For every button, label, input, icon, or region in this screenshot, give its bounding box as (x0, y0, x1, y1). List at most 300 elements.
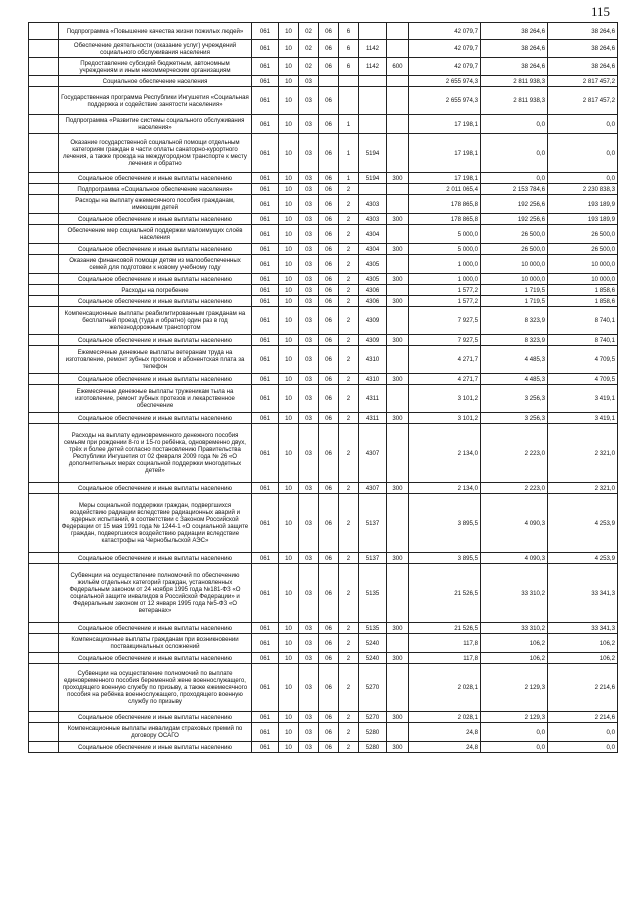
row-subprogram: 2 (339, 195, 359, 214)
row-expense-type: 300 (387, 244, 409, 255)
row-subprogram: 2 (339, 244, 359, 255)
row-subprogram: 1 (339, 115, 359, 134)
table-row (29, 87, 618, 115)
row-article: 4306 (359, 285, 387, 296)
table-row (29, 653, 618, 664)
row-sum-year1: 21 526,5 (409, 623, 481, 634)
row-sum-year2: 2 153 784,6 (481, 184, 548, 195)
row-article: 4310 (359, 346, 387, 374)
row-grbs: 061 (252, 195, 279, 214)
row-name: Социальное обеспечение и иные выплаты населению (59, 374, 252, 385)
row-podrazdel: 03 (299, 385, 319, 413)
row-blank-cell (29, 564, 59, 623)
row-sum-year3: 106,2 (548, 634, 618, 653)
table-row (29, 723, 618, 742)
row-grbs: 061 (252, 723, 279, 742)
row-sum-year2: 33 310,2 (481, 564, 548, 623)
row-razdel: 10 (279, 58, 299, 76)
row-razdel: 10 (279, 335, 299, 346)
row-article: 4309 (359, 335, 387, 346)
row-razdel: 10 (279, 424, 299, 483)
row-sum-year3: 8 740,1 (548, 307, 618, 335)
row-sum-year1: 2 655 974,3 (409, 76, 481, 87)
row-sum-year2: 0,0 (481, 134, 548, 173)
row-expense-type (387, 225, 409, 244)
row-sum-year1: 24,8 (409, 742, 481, 753)
row-blank-cell (29, 274, 59, 285)
row-sum-year3: 33 341,3 (548, 623, 618, 634)
row-razdel: 10 (279, 23, 299, 40)
row-program: 06 (319, 214, 339, 225)
row-expense-type (387, 87, 409, 115)
row-article: 5280 (359, 723, 387, 742)
row-expense-type (387, 664, 409, 712)
row-razdel: 10 (279, 173, 299, 184)
row-blank-cell (29, 134, 59, 173)
row-sum-year3: 2 214,6 (548, 712, 618, 723)
row-grbs: 061 (252, 483, 279, 494)
row-razdel: 10 (279, 413, 299, 424)
row-article: 1142 (359, 40, 387, 58)
row-article: 5194 (359, 173, 387, 184)
row-razdel: 10 (279, 483, 299, 494)
row-podrazdel: 03 (299, 742, 319, 753)
row-podrazdel: 03 (299, 195, 319, 214)
table-row (29, 424, 618, 483)
table-row (29, 712, 618, 723)
row-name: Социальное обеспечение и иные выплаты населению (59, 653, 252, 664)
row-subprogram: 2 (339, 712, 359, 723)
row-grbs: 061 (252, 285, 279, 296)
row-program: 06 (319, 296, 339, 307)
row-blank-cell (29, 723, 59, 742)
page-number: 115 (590, 4, 610, 19)
row-program: 06 (319, 274, 339, 285)
row-razdel: 10 (279, 76, 299, 87)
table-row (29, 184, 618, 195)
row-sum-year1: 3 101,2 (409, 413, 481, 424)
row-program: 06 (319, 307, 339, 335)
row-subprogram: 6 (339, 40, 359, 58)
row-article: 4305 (359, 274, 387, 285)
row-subprogram: 2 (339, 723, 359, 742)
row-name: Расходы на выплату ежемесячного пособия гражданам, имеющим детей (59, 195, 252, 214)
row-article: 5135 (359, 623, 387, 634)
row-program: 06 (319, 244, 339, 255)
row-program: 06 (319, 494, 339, 553)
row-grbs: 061 (252, 40, 279, 58)
row-sum-year3: 4 253,9 (548, 494, 618, 553)
row-podrazdel: 03 (299, 335, 319, 346)
row-name: Социальное обеспечение и иные выплаты населению (59, 413, 252, 424)
row-grbs: 061 (252, 494, 279, 553)
row-article: 4311 (359, 413, 387, 424)
row-sum-year1: 42 079,7 (409, 23, 481, 40)
row-grbs: 061 (252, 115, 279, 134)
row-podrazdel: 03 (299, 87, 319, 115)
row-blank-cell (29, 346, 59, 374)
row-sum-year2: 2 223,0 (481, 424, 548, 483)
row-grbs: 061 (252, 184, 279, 195)
row-podrazdel: 03 (299, 634, 319, 653)
row-sum-year2: 1 719,5 (481, 296, 548, 307)
row-sum-year2: 2 811 938,3 (481, 87, 548, 115)
row-name: Расходы на выплату единовременного денежного пособия семьям при рождении 8-го и 15-го ребёнка, одновременно двух, трёх и более детей согласно постановлению Правительства Республики Ингушетия от 02 февраля 2009 года № 26 «О дополнительных мерах социальной поддержки многодетных детей» (59, 424, 252, 483)
row-article: 4307 (359, 424, 387, 483)
row-program: 06 (319, 413, 339, 424)
table-row (29, 23, 618, 40)
row-program: 06 (319, 653, 339, 664)
row-expense-type (387, 255, 409, 274)
row-grbs: 061 (252, 58, 279, 76)
row-expense-type (387, 115, 409, 134)
row-sum-year3: 0,0 (548, 742, 618, 753)
row-program: 06 (319, 195, 339, 214)
row-razdel: 10 (279, 40, 299, 58)
row-program: 06 (319, 742, 339, 753)
row-podrazdel: 03 (299, 623, 319, 634)
row-sum-year1: 178 865,8 (409, 214, 481, 225)
row-sum-year3: 2 321,0 (548, 483, 618, 494)
row-name: Социальное обеспечение и иные выплаты населению (59, 742, 252, 753)
row-sum-year2: 0,0 (481, 173, 548, 184)
row-subprogram: 2 (339, 184, 359, 195)
row-sum-year2: 4 485,3 (481, 374, 548, 385)
row-razdel: 10 (279, 553, 299, 564)
row-program: 06 (319, 346, 339, 374)
row-subprogram (339, 87, 359, 115)
row-sum-year2: 0,0 (481, 115, 548, 134)
table-row (29, 634, 618, 653)
row-grbs: 061 (252, 385, 279, 413)
row-name: Оказание финансовой помощи детям из малообеспеченных семей для подготовки к новому учебному году (59, 255, 252, 274)
row-blank-cell (29, 307, 59, 335)
row-sum-year1: 21 526,5 (409, 564, 481, 623)
row-expense-type: 300 (387, 296, 409, 307)
row-program: 06 (319, 225, 339, 244)
row-razdel: 10 (279, 374, 299, 385)
row-article: 5194 (359, 134, 387, 173)
row-razdel: 10 (279, 664, 299, 712)
table-row (29, 285, 618, 296)
table-row (29, 346, 618, 374)
row-podrazdel: 03 (299, 307, 319, 335)
table-row (29, 483, 618, 494)
row-razdel: 10 (279, 742, 299, 753)
row-sum-year1: 2 028,1 (409, 664, 481, 712)
row-podrazdel: 03 (299, 76, 319, 87)
row-subprogram: 2 (339, 553, 359, 564)
row-sum-year2: 26 500,0 (481, 244, 548, 255)
row-sum-year2: 8 323,9 (481, 335, 548, 346)
table-row (29, 307, 618, 335)
row-sum-year1: 4 271,7 (409, 374, 481, 385)
row-sum-year2: 26 500,0 (481, 225, 548, 244)
row-subprogram: 1 (339, 134, 359, 173)
row-subprogram: 2 (339, 413, 359, 424)
row-podrazdel: 03 (299, 173, 319, 184)
row-subprogram: 2 (339, 335, 359, 346)
row-name: Социальное обеспечение населения (59, 76, 252, 87)
row-name: Субвенции на осуществление полномочий по обеспечению жильём отдельных категорий граждан, установленных Федеральным законом от 24 ноября 1995 года №181-ФЗ «О социальной защите инвалидов в Российской Федерации» и Федеральным законом от 12 января 1995 года №5-ФЗ «О ветеранах» (59, 564, 252, 623)
row-podrazdel: 03 (299, 255, 319, 274)
row-grbs: 061 (252, 653, 279, 664)
table-row (29, 623, 618, 634)
row-name: Социальное обеспечение и иные выплаты населению (59, 553, 252, 564)
row-name: Социальное обеспечение и иные выплаты населению (59, 173, 252, 184)
row-blank-cell (29, 214, 59, 225)
row-grbs: 061 (252, 173, 279, 184)
row-blank-cell (29, 76, 59, 87)
row-article: 4303 (359, 214, 387, 225)
row-razdel: 10 (279, 346, 299, 374)
row-grbs: 061 (252, 634, 279, 653)
row-name: Оказание государственной социальной помощи отдельным категориям граждан в части оплаты санаторно-курортного лечения, а также проезда на междугородном транспорте к месту лечения и обратно (59, 134, 252, 173)
row-sum-year2: 106,2 (481, 653, 548, 664)
table-row (29, 274, 618, 285)
row-program (319, 76, 339, 87)
row-sum-year3: 2 230 838,3 (548, 184, 618, 195)
row-grbs: 061 (252, 553, 279, 564)
row-article: 5135 (359, 564, 387, 623)
row-podrazdel: 03 (299, 184, 319, 195)
row-razdel: 10 (279, 225, 299, 244)
row-sum-year3: 1 858,6 (548, 285, 618, 296)
table-row (29, 385, 618, 413)
row-podrazdel: 03 (299, 653, 319, 664)
row-podrazdel: 03 (299, 225, 319, 244)
row-sum-year1: 17 198,1 (409, 173, 481, 184)
table-row (29, 664, 618, 712)
table-row (29, 134, 618, 173)
row-expense-type: 300 (387, 214, 409, 225)
row-grbs: 061 (252, 296, 279, 307)
row-name: Компенсационные выплаты инвалидам страховых премий по договору ОСАГО (59, 723, 252, 742)
row-blank-cell (29, 244, 59, 255)
row-expense-type: 300 (387, 413, 409, 424)
row-program: 06 (319, 23, 339, 40)
row-podrazdel: 03 (299, 134, 319, 173)
row-sum-year1: 3 895,5 (409, 553, 481, 564)
row-expense-type: 300 (387, 274, 409, 285)
row-podrazdel: 03 (299, 553, 319, 564)
row-podrazdel: 03 (299, 374, 319, 385)
row-sum-year3: 38 264,6 (548, 23, 618, 40)
row-program: 06 (319, 40, 339, 58)
row-article: 4305 (359, 255, 387, 274)
row-razdel: 10 (279, 274, 299, 285)
row-expense-type (387, 285, 409, 296)
row-name: Социальное обеспечение и иные выплаты населению (59, 712, 252, 723)
row-name: Обеспечение мер социальной поддержки малоимущих слоёв населения (59, 225, 252, 244)
table-row (29, 173, 618, 184)
row-article: 4306 (359, 296, 387, 307)
row-sum-year1: 1 577,2 (409, 285, 481, 296)
row-article (359, 76, 387, 87)
row-expense-type: 600 (387, 58, 409, 76)
row-program: 06 (319, 87, 339, 115)
row-sum-year2: 3 256,3 (481, 413, 548, 424)
budget-table (28, 22, 618, 753)
row-podrazdel: 03 (299, 413, 319, 424)
row-subprogram: 2 (339, 285, 359, 296)
row-expense-type: 300 (387, 374, 409, 385)
row-program: 06 (319, 553, 339, 564)
table-body (29, 23, 618, 753)
row-blank-cell (29, 494, 59, 553)
row-grbs: 061 (252, 712, 279, 723)
row-program: 06 (319, 385, 339, 413)
table-row (29, 296, 618, 307)
row-sum-year2: 10 000,0 (481, 274, 548, 285)
row-article: 4303 (359, 195, 387, 214)
row-expense-type (387, 76, 409, 87)
row-razdel: 10 (279, 134, 299, 173)
row-blank-cell (29, 483, 59, 494)
row-razdel: 10 (279, 634, 299, 653)
row-subprogram (339, 76, 359, 87)
row-grbs: 061 (252, 76, 279, 87)
row-blank-cell (29, 653, 59, 664)
row-expense-type (387, 307, 409, 335)
row-article: 4307 (359, 483, 387, 494)
row-name: Ежемесячные денежные выплаты ветеранам труда на изготовление, ремонт зубных протезов и абонентская плата за телефон (59, 346, 252, 374)
row-article (359, 23, 387, 40)
row-subprogram: 2 (339, 307, 359, 335)
row-sum-year1: 2 028,1 (409, 712, 481, 723)
row-article: 5270 (359, 712, 387, 723)
row-blank-cell (29, 255, 59, 274)
row-blank-cell (29, 225, 59, 244)
row-razdel: 10 (279, 255, 299, 274)
row-razdel: 10 (279, 285, 299, 296)
row-expense-type (387, 23, 409, 40)
table-row (29, 214, 618, 225)
row-sum-year2: 2 129,3 (481, 664, 548, 712)
row-sum-year2: 33 310,2 (481, 623, 548, 634)
row-sum-year1: 5 000,0 (409, 244, 481, 255)
table-row (29, 742, 618, 753)
row-blank-cell (29, 712, 59, 723)
row-program: 06 (319, 184, 339, 195)
row-grbs: 061 (252, 346, 279, 374)
row-podrazdel: 03 (299, 285, 319, 296)
row-sum-year1: 3 895,5 (409, 494, 481, 553)
row-sum-year3: 2 321,0 (548, 424, 618, 483)
row-blank-cell (29, 23, 59, 40)
row-sum-year3: 1 858,6 (548, 296, 618, 307)
row-podrazdel: 03 (299, 564, 319, 623)
row-subprogram: 2 (339, 225, 359, 244)
row-sum-year1: 1 000,0 (409, 274, 481, 285)
row-subprogram: 2 (339, 296, 359, 307)
row-razdel: 10 (279, 653, 299, 664)
row-blank-cell (29, 87, 59, 115)
row-program: 06 (319, 255, 339, 274)
row-sum-year2: 2 811 938,3 (481, 76, 548, 87)
row-sum-year3: 193 189,9 (548, 214, 618, 225)
row-podrazdel: 03 (299, 712, 319, 723)
row-expense-type: 300 (387, 623, 409, 634)
row-program: 06 (319, 664, 339, 712)
row-article (359, 115, 387, 134)
row-razdel: 10 (279, 184, 299, 195)
row-sum-year2: 0,0 (481, 723, 548, 742)
row-sum-year3: 26 500,0 (548, 244, 618, 255)
row-razdel: 10 (279, 87, 299, 115)
row-expense-type: 300 (387, 712, 409, 723)
row-program: 06 (319, 483, 339, 494)
table-row (29, 255, 618, 274)
row-razdel: 10 (279, 564, 299, 623)
row-grbs: 061 (252, 424, 279, 483)
row-subprogram: 2 (339, 742, 359, 753)
row-article (359, 184, 387, 195)
row-article: 4304 (359, 225, 387, 244)
row-grbs: 061 (252, 335, 279, 346)
row-sum-year2: 1 719,5 (481, 285, 548, 296)
row-subprogram: 2 (339, 653, 359, 664)
row-sum-year3: 193 189,9 (548, 195, 618, 214)
row-article: 4311 (359, 385, 387, 413)
row-blank-cell (29, 413, 59, 424)
row-sum-year2: 4 485,3 (481, 346, 548, 374)
row-subprogram: 2 (339, 214, 359, 225)
row-grbs: 061 (252, 244, 279, 255)
row-blank-cell (29, 374, 59, 385)
row-expense-type (387, 723, 409, 742)
row-blank-cell (29, 296, 59, 307)
row-grbs: 061 (252, 214, 279, 225)
row-subprogram: 2 (339, 274, 359, 285)
table-row (29, 494, 618, 553)
row-expense-type (387, 40, 409, 58)
row-blank-cell (29, 58, 59, 76)
row-podrazdel: 03 (299, 296, 319, 307)
row-subprogram: 2 (339, 374, 359, 385)
table-row (29, 115, 618, 134)
row-sum-year2: 4 090,3 (481, 494, 548, 553)
row-program: 06 (319, 134, 339, 173)
row-expense-type (387, 385, 409, 413)
row-article: 4310 (359, 374, 387, 385)
row-name: Подпрограмма «Развитие системы социального обслуживания населения» (59, 115, 252, 134)
row-sum-year1: 4 271,7 (409, 346, 481, 374)
row-sum-year2: 2 223,0 (481, 483, 548, 494)
row-razdel: 10 (279, 623, 299, 634)
row-expense-type (387, 564, 409, 623)
row-article: 1142 (359, 58, 387, 76)
row-name: Социальное обеспечение и иные выплаты населению (59, 623, 252, 634)
row-blank-cell (29, 424, 59, 483)
row-sum-year2: 10 000,0 (481, 255, 548, 274)
row-sum-year2: 38 264,6 (481, 58, 548, 76)
row-razdel: 10 (279, 115, 299, 134)
row-sum-year1: 17 198,1 (409, 134, 481, 173)
row-name: Социальное обеспечение и иные выплаты населению (59, 483, 252, 494)
row-expense-type: 300 (387, 653, 409, 664)
row-expense-type (387, 134, 409, 173)
row-subprogram: 2 (339, 483, 359, 494)
row-article: 5137 (359, 494, 387, 553)
row-sum-year2: 192 256,6 (481, 214, 548, 225)
row-grbs: 061 (252, 307, 279, 335)
row-podrazdel: 03 (299, 244, 319, 255)
row-podrazdel: 03 (299, 214, 319, 225)
row-podrazdel: 03 (299, 483, 319, 494)
table-row (29, 195, 618, 214)
row-podrazdel: 03 (299, 664, 319, 712)
